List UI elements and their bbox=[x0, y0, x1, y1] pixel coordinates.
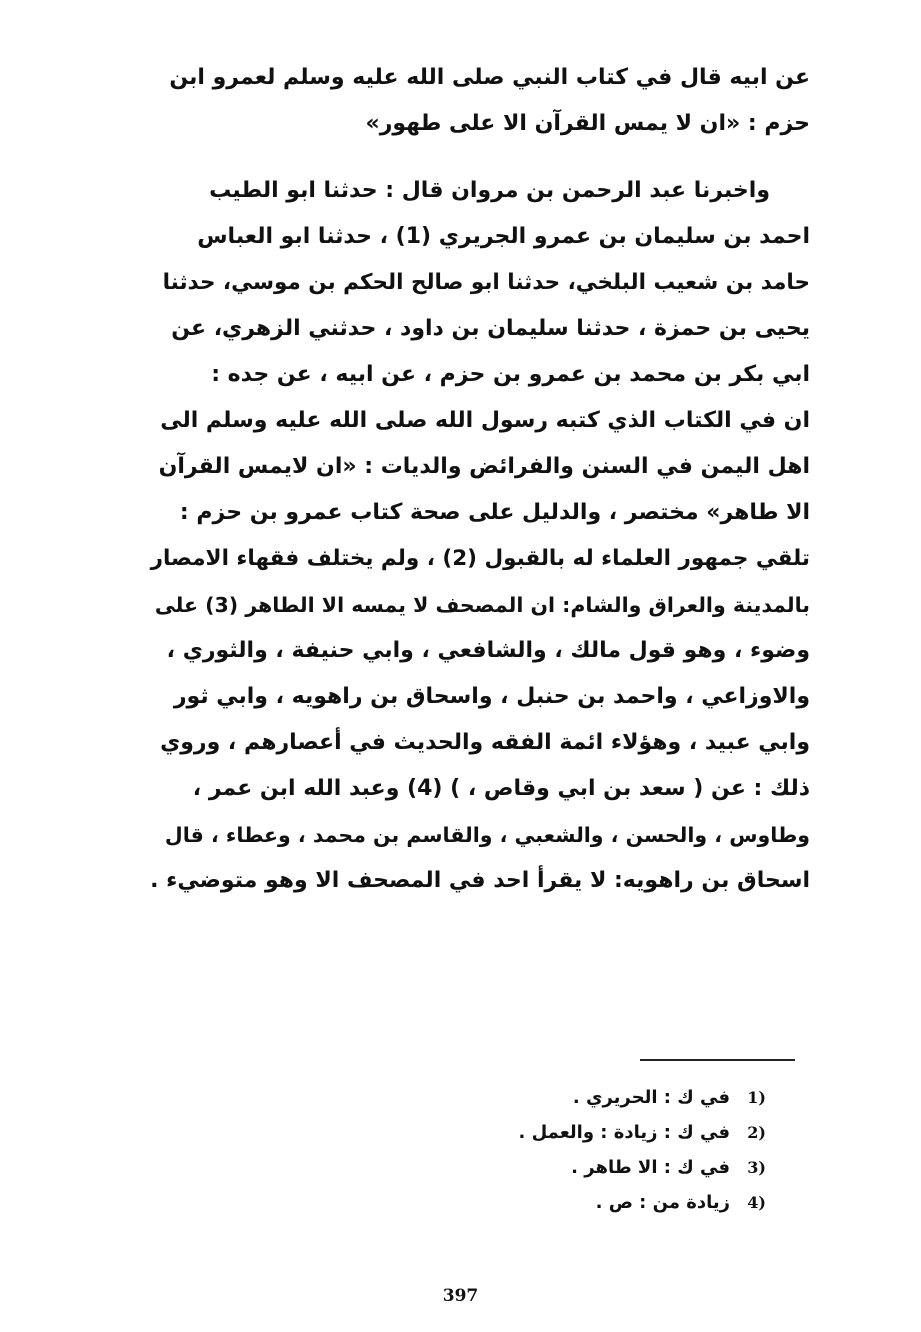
text-line: والاوزاعي ، واحمد بن حنبل ، واسحاق بن راهويه ، وابي ثور bbox=[173, 684, 810, 709]
paragraph-1 bbox=[150, 55, 810, 147]
footnotes bbox=[366, 1080, 766, 1220]
text-line: ابي بكر بن محمد بن عمرو بن حزم ، عن ابيه ، عن جده : bbox=[211, 362, 810, 387]
footnote-text: في ك : الحريري . bbox=[572, 1087, 730, 1108]
text-line: وابي عبيد ، وهؤلاء ائمة الفقه والحديث في أعصارهم ، وروي bbox=[160, 730, 810, 755]
text-line: حزم : «ان لا يمس القرآن الا على طهور» bbox=[365, 111, 810, 136]
page-number: 397 bbox=[442, 1286, 479, 1306]
footnote-item bbox=[366, 1185, 766, 1220]
footnote-divider bbox=[640, 1059, 795, 1061]
text-line: بالمدينة والعراق والشام: ان المصحف لا يمسه الا الطاهر (3) على bbox=[154, 593, 810, 617]
text-line: وطاوس ، والحسن ، والشعبي ، والقاسم بن محمد ، وعطاء ، قال bbox=[164, 823, 810, 847]
text-line: عن ابيه قال في كتاب النبي صلى الله عليه وسلم لعمرو ابن bbox=[169, 65, 810, 90]
text-line: ان في الكتاب الذي كتبه رسول الله صلى الله عليه وسلم الى bbox=[160, 408, 810, 433]
text-line: اسحاق بن راهويه: لا يقرأ احد في المصحف الا وهو متوضيء . bbox=[150, 868, 810, 893]
footnote-text: زيادة من : ص . bbox=[595, 1192, 730, 1213]
footnote-number: 1) bbox=[747, 1088, 766, 1107]
text-line: ذلك : عن ( سعد بن ابي وقاص ، ) (4) وعبد الله ابن عمر ، bbox=[192, 776, 810, 801]
text-line: تلقي جمهور العلماء له بالقبول (2) ، ولم يختلف فقهاء الامصار bbox=[150, 546, 810, 571]
text-line: وضوء ، وهو قول مالك ، والشافعي ، وابي حنيفة ، والثوري ، bbox=[166, 638, 810, 663]
paragraph-2 bbox=[150, 168, 810, 904]
footnote-item bbox=[366, 1115, 766, 1150]
text-line: اهل اليمن في السنن والفرائض والديات : «ان لايمس القرآن bbox=[158, 454, 810, 479]
footnote-text: في ك : زيادة : والعمل . bbox=[518, 1122, 730, 1143]
footnote-text: في ك : الا طاهر . bbox=[571, 1157, 730, 1178]
text-line: الا طاهر» مختصر ، والدليل على صحة كتاب عمرو بن حزم : bbox=[179, 500, 810, 525]
footnote-item bbox=[366, 1150, 766, 1185]
footnote-number: 2) bbox=[747, 1123, 766, 1142]
footnote-number: 3) bbox=[747, 1158, 766, 1177]
text-line: احمد بن سليمان بن عمرو الجريري (1) ، حدثنا ابو العباس bbox=[197, 224, 810, 249]
text-line: يحيى بن حمزة ، حدثنا سليمان بن داود ، حدثني الزهري، عن bbox=[171, 316, 810, 341]
footnote-number: 4) bbox=[747, 1193, 766, 1212]
text-line: حامد بن شعيب البلخي، حدثنا ابو صالح الحكم بن موسي، حدثنا bbox=[162, 270, 810, 295]
text-line: واخبرنا عبد الرحمن بن مروان قال : حدثنا ابو الطيب bbox=[209, 178, 770, 203]
footnote-item bbox=[366, 1080, 766, 1115]
